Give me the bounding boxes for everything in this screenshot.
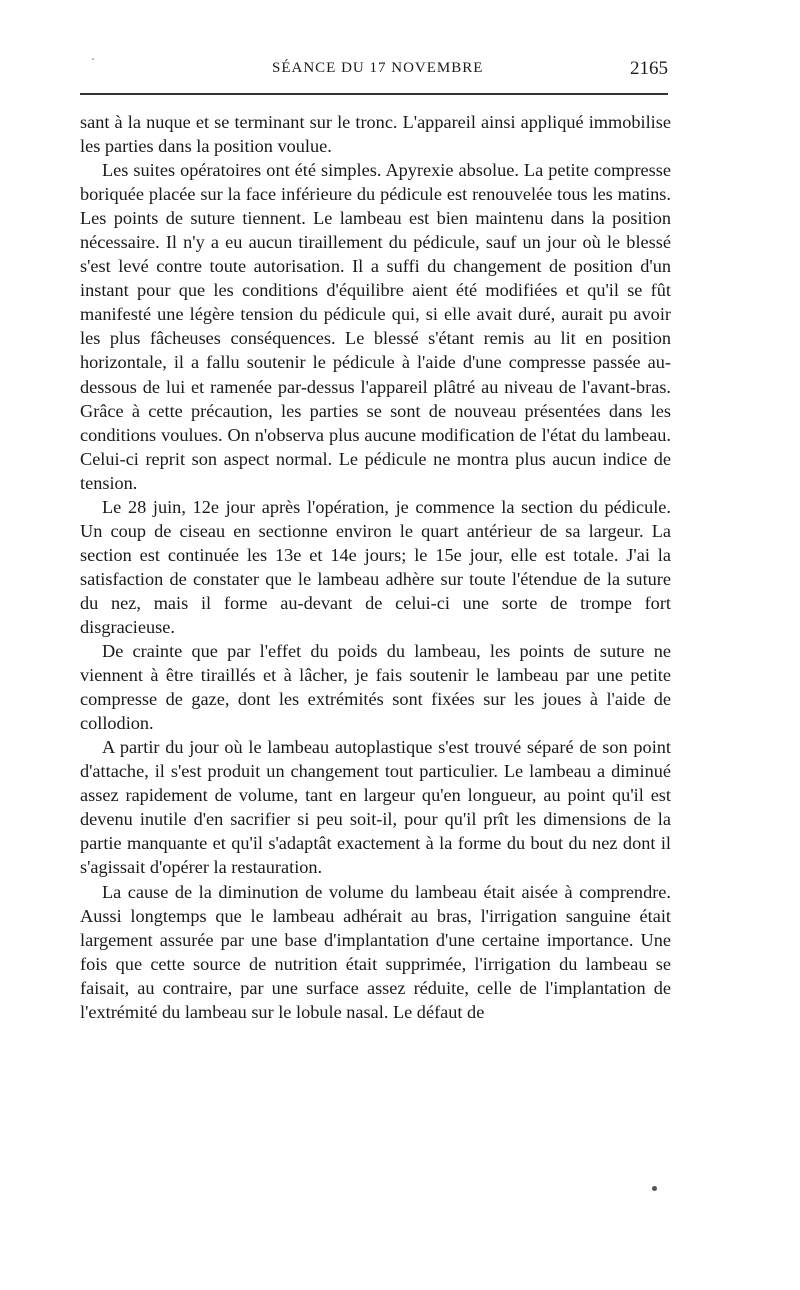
paragraph: La cause de la diminution de volume du lambeau était aisée à comprendre. Aussi longtemps que le lambeau adhérait au bras, l'irrigation sanguine était largement assurée par une base d'implantation d'une certaine importance. Une fois que cette source de nutrition était supprimée, l'irrigation du lambeau se faisait, au contraire, par une surface assez réduite, celle de l'implantation de l'extrémité du lambeau sur le lobule nasal. Le défaut de: [80, 881, 671, 1022]
paragraph: Les suites opératoires ont été simples. Apyrexie absolue. La petite compresse boriquée placée sur la face inférieure du pédicule est renouvelée tous les matins. Les points de suture tiennent. Le lambeau est bien maintenu dans la position nécessaire. Il n'y a eu aucun tiraillement du pédicule, sauf un jour où le blessé s'est levé contre toute autorisation. Il a suffi du changement de position d'un instant pour que les conditions d'équilibre aient été modifiées et qu'il se fût manifesté une légère tension du pédicule qui, si elle avait duré, aurait pu avoir les plus fâcheuses conséquences. Le blessé s'étant remis au lit en position horizontale, il a fallu soutenir le pédicule à l'aide d'une compresse passée au-dessous de lui et ramenée par-dessus l'appareil plâtré au niveau de l'avant-bras. Grâce à cette précaution, les parties se sont de nouveau présentées dans les conditions voulues. On n'observa plus aucune modification de l'état du lambeau. Celui-ci reprit son aspect normal. Le pédicule ne montra plus aucun indice de tension.: [80, 160, 671, 493]
page-header: [80, 60, 668, 90]
paragraph: De crainte que par l'effet du poids du lambeau, les points de suture ne viennent à être tiraillés et à lâcher, je fais soutenir le lambeau par une petite compresse de gaze, dont les extrémités sont fixées sur les joues à l'aide de collodion.: [80, 641, 671, 734]
page-number: 2165: [630, 58, 668, 79]
body-text: [80, 110, 671, 1024]
header-rule: [80, 93, 668, 95]
paragraph: sant à la nuque et se terminant sur le tronc. L'appareil ainsi appliqué immobilise les parties dans la position voulue.: [80, 112, 671, 157]
ink-dot: [652, 1186, 657, 1191]
paragraph: Le 28 juin, 12e jour après l'opération, je commence la section du pédicule. Un coup de ciseau en sectionne environ le quart antérieur de sa largeur. La section est continuée les 13e et 14e jours; le 15e jour, elle est totale. J'ai la satisfaction de constater que le lambeau adhère sur toute l'étendue de la suture du nez, mais il forme au-devant de celui-ci une sorte de trompe fort disgracieuse.: [80, 496, 671, 637]
running-head: SÉANCE DU 17 NOVEMBRE: [272, 60, 484, 76]
paragraph: A partir du jour où le lambeau autoplastique s'est trouvé séparé de son point d'attache, il s'est produit un changement tout particulier. Le lambeau a diminué assez rapidement de volume, tant en largeur qu'en longueur, au point qu'il est devenu inutile d'en sacrifier si peu soit-il, pour qu'il prît les dimensions de la partie manquante et qu'il s'adaptât exactement à la forme du bout du nez dont il s'agissait d'opérer la restauration.: [80, 737, 671, 878]
